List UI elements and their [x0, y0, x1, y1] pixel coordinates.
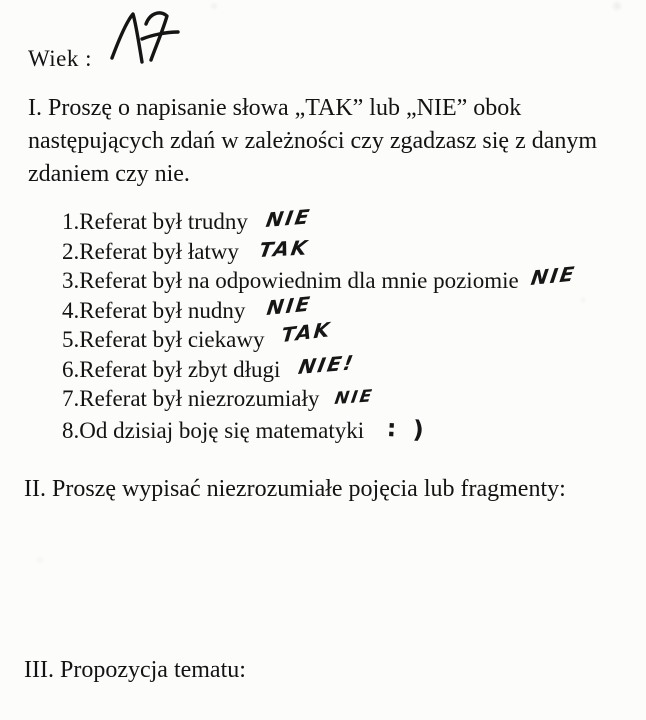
section1-heading-line2: następujących zdań w zależności czy zgadzasz się z danym: [28, 128, 598, 154]
survey-item-3: [62, 261, 578, 298]
survey-item-1: [62, 204, 573, 239]
age-row: [28, 34, 184, 72]
handwritten-answer: NIE: [264, 204, 313, 233]
item-label: 2.Referat był łatwy: [62, 238, 239, 264]
survey-item-2: [62, 234, 573, 269]
handwritten-answer: TAK: [257, 234, 311, 262]
survey-item-8: [62, 413, 573, 446]
survey-item-6: [62, 349, 573, 387]
handwritten-answer: NIE: [333, 386, 376, 410]
handwritten-answer: NIE: [265, 291, 314, 320]
handwritten-answer: TAK: [280, 317, 334, 348]
section1-heading-line1: I. Proszę o napisanie słowa „TAK” lub „NIE” obok: [28, 95, 522, 121]
item-label: 1.Referat był trudny: [62, 209, 248, 234]
handwritten-answer: NIE!: [296, 349, 358, 379]
handwritten-answer: NIE: [529, 261, 578, 291]
survey-item-5: [62, 317, 573, 357]
item-label: 3.Referat był na odpowiednim dla mnie poziomie: [62, 268, 519, 293]
survey-list: [62, 204, 578, 445]
section3-heading: III. Propozycja tematu:: [24, 657, 246, 683]
item-label: 8.Od dzisiaj boję się matematyki: [62, 417, 365, 443]
section1-heading: [28, 92, 643, 191]
survey-item-7: [62, 386, 573, 416]
section1-heading-line3: zdaniem czy nie.: [28, 161, 190, 187]
handwritten-age-17: [106, 6, 184, 72]
item-label: 7.Referat był niezrozumiały: [62, 386, 320, 411]
item-label: 4.Referat był nudny: [62, 297, 246, 323]
item-label: 5.Referat był ciekawy: [62, 327, 265, 352]
section2-heading: II. Proszę wypisać niezrozumiałe pojęcia lub fragmenty:: [24, 476, 566, 502]
item-label: 6.Referat był zbyt długi: [62, 356, 281, 382]
handwritten-smiley: : ): [386, 413, 429, 444]
age-label: Wiek :: [28, 46, 93, 71]
